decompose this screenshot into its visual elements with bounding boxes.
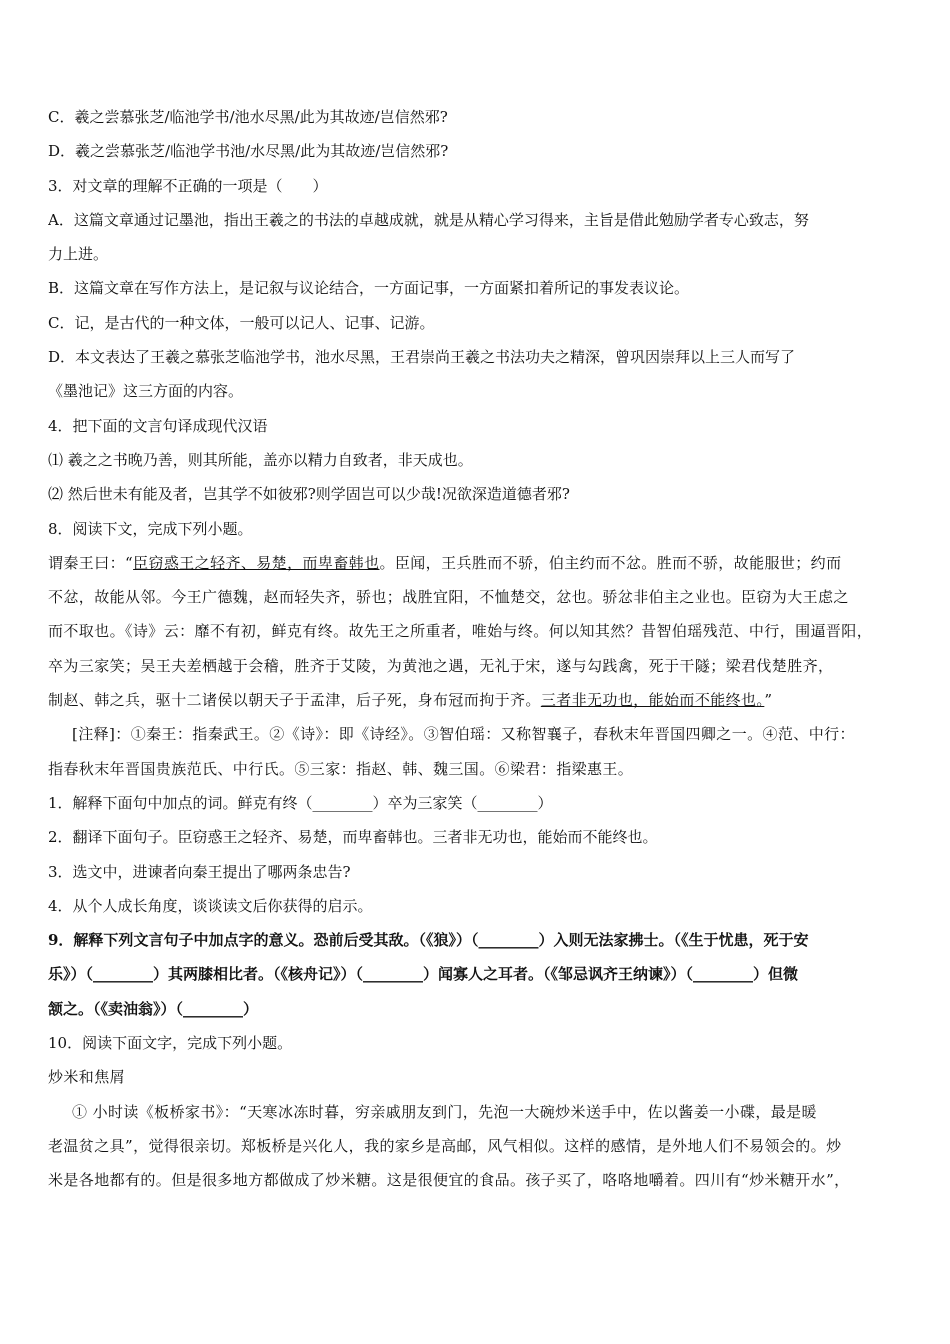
- passage-line: 卒为三家笑；吴王夫差栖越于会稽，胜齐于艾陵，为黄池之遇，无礼于宋，遂与勾践禽，死于干隧；梁君伐楚胜齐，: [48, 656, 834, 675]
- question-8-3: 3．选文中，进谏者向秦王提出了哪两条忠告?: [48, 862, 351, 881]
- question-9-cont: 乐》）（________）其两膝相比者。（《核舟记》）（________）闻寡人之耳者。（《邹忌讽齐王纳谏》）（________）但微: [48, 965, 799, 984]
- passage-text: 。臣闻，王兵胜而不骄，伯主约而不忿。胜而不骄，故能服世；约而: [379, 553, 842, 572]
- option-c-q2: C．羲之尝慕张芝/临池学书/池水尽黑/此为其故迹/岂信然邪?: [48, 108, 448, 126]
- option-c-q3: C．记，是古代的一种文体，一般可以记人、记事、记游。: [48, 313, 435, 332]
- essay-title: 炒米和焦屑: [48, 1068, 126, 1087]
- option-d-q2: D．羲之尝慕张芝/临池学书池/水尽黑/此为其故迹/岂信然邪?: [48, 142, 449, 161]
- essay-paragraph-cont: 米是各地都有的。但是很多地方都做成了炒米糖。这是很便宜的食品。孩子买了，咯咯地嚼着。四川有“炒米糖开水”，: [48, 1171, 850, 1190]
- essay-paragraph-cont: 老温贫之具”，觉得很亲切。郑板桥是兴化人，我的家乡是高邮，风气相似。这样的感情，是外地人们不易领会的。炒: [48, 1136, 842, 1155]
- essay-paragraph: ① 小时读《板桥家书》：“天寒冰冻时暮，穷亲戚朋友到门，先泡一大碗炒米送手中，佐以酱姜一小碟，最是暖: [72, 1102, 817, 1121]
- annotation-note: [注释]：①秦王：指秦武王。②《诗》：即《诗经》。③智伯瑶：又称智襄子，春秋末年晋国四卿之一。④范、中行：: [72, 725, 855, 744]
- question-4: 4．把下面的文言句译成现代汉语: [48, 416, 268, 435]
- underlined-sentence: 臣窃惑王之轻齐、易楚，而卑畜韩也: [133, 553, 380, 572]
- question-9: 9．解释下列文言句子中加点字的意义。恐前后受其敌。（《狼》）（________）入则无法家拂士。（《生于忧患，死于安: [48, 931, 809, 950]
- question-8-heading: 8．阅读下文，完成下列小题。: [48, 519, 253, 538]
- annotation-note-cont: 指春秋末年晋国贵族范氏、中行氏。⑤三家：指赵、韩、魏三国。⑥梁君：指梁惠王。: [48, 759, 634, 778]
- question-9-cont: 颔之。（《卖油翁》）（________）: [48, 999, 259, 1018]
- document-page: [48, 100, 910, 1198]
- question-3: 3．对文章的理解不正确的一项是（ ）: [48, 176, 328, 195]
- passage-text: 制赵、韩之兵，驱十二诸侯以朝天子于孟津，后子死，身布冠而拘于齐。: [48, 691, 541, 710]
- option-b-q3: B．这篇文章在写作方法上，是记叙与议论结合，一方面记事，一方面紧扣着所记的事发表议论。: [48, 279, 690, 298]
- passage-line: [48, 683, 910, 717]
- question-4-item-2: ⑵ 然后世未有能及者，岂其学不如彼邪?则学固岂可以少哉!况欲深造道德者邪?: [48, 485, 570, 504]
- passage-text: 谓秦王曰：“: [48, 553, 134, 572]
- passage-line: [48, 546, 910, 580]
- option-d-q3-cont: 《墨池记》这三方面的内容。: [48, 382, 244, 401]
- option-a-q3: A．这篇文章通过记墨池，指出王羲之的书法的卓越成就，就是从精心学习得来，主旨是借此勉励学者专心致志，努: [48, 210, 809, 229]
- option-a-q3-cont: 力上进。: [48, 245, 109, 264]
- question-10-heading: 10．阅读下面文字，完成下列小题。: [48, 1034, 293, 1053]
- option-d-q3: D．本文表达了王羲之慕张芝临池学书，池水尽黑，王君崇尚王羲之书法功夫之精深，曾巩因崇拜以上三人而写了: [48, 348, 796, 367]
- question-8-1: 1．解释下面句中加点的词。鲜克有终（________）卒为三家笑（________）: [48, 793, 553, 812]
- passage-line: 而不取也。《诗》云：靡不有初，鲜克有终。故先王之所重者，唯始与终。何以知其然？昔智伯瑶残范、中行，围逼晋阳，: [48, 622, 873, 641]
- question-8-4: 4．从个人成长角度，谈谈读文后你获得的启示。: [48, 896, 373, 915]
- passage-line: 不忿，故能从邻。今王广德魏，赵而轻失齐，骄也；战胜宜阳，不恤楚交，忿也。骄忿非伯主之业也。臣窃为大王虑之: [48, 588, 849, 607]
- underlined-sentence: 三者非无功也，能始而不能终也。: [540, 691, 765, 710]
- passage-text: ”: [764, 691, 773, 710]
- question-4-item-1: ⑴ 羲之之书晚乃善，则其所能，盖亦以精力自致者，非天成也。: [48, 450, 473, 469]
- question-8-2: 2．翻译下面句子。臣窃惑王之轻齐、易楚，而卑畜韩也。三者非无功也，能始而不能终也。: [48, 828, 658, 847]
